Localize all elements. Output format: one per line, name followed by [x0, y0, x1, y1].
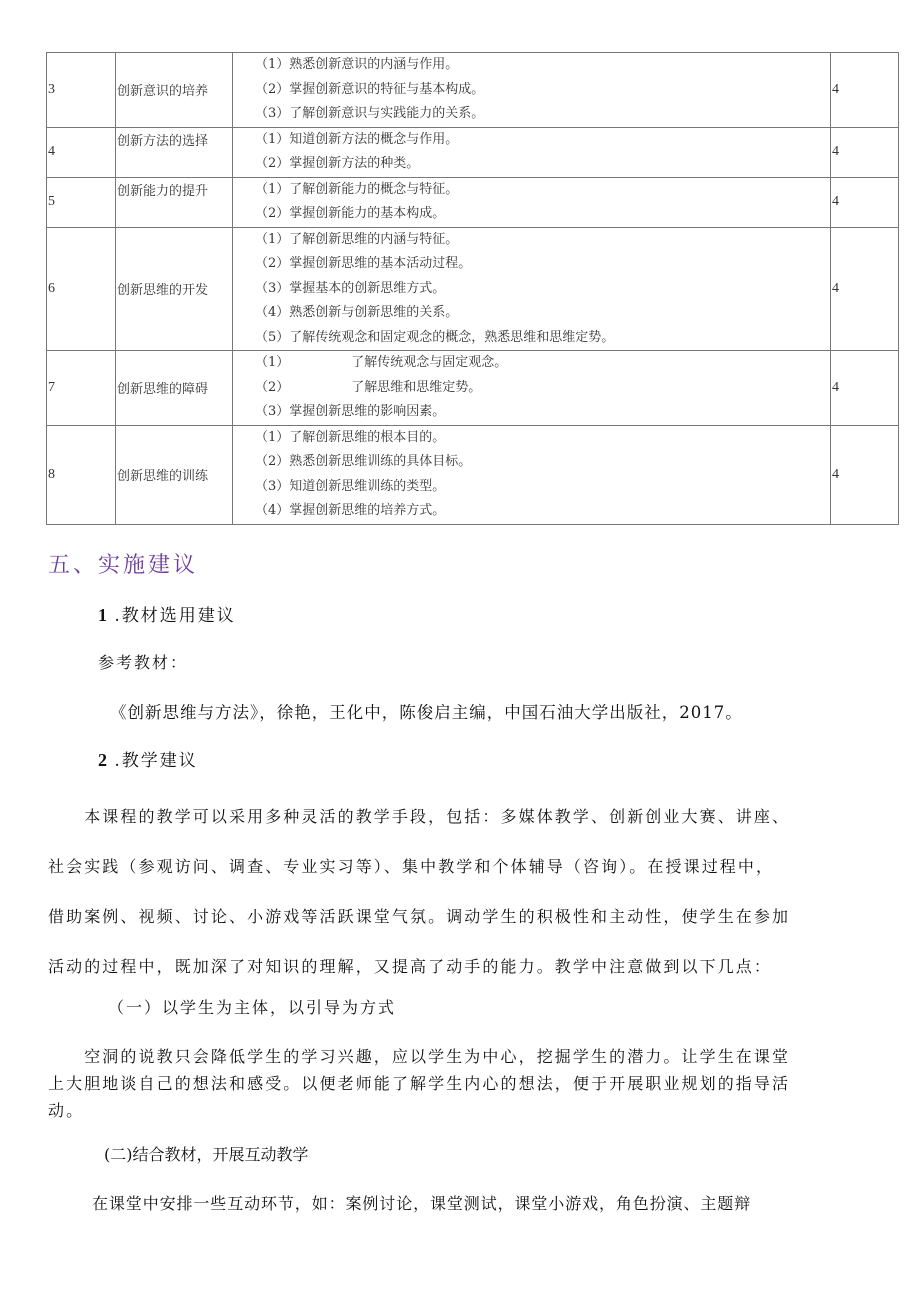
row-hours: 4 — [831, 127, 899, 177]
objective-item — [255, 178, 830, 203]
objective-item — [255, 326, 830, 351]
row-number: 5 — [47, 177, 116, 227]
table-row — [47, 351, 899, 426]
subheading-number: 2 — [98, 750, 107, 770]
objective-item — [255, 102, 830, 127]
row-topic: 创新方法的选择 — [116, 127, 233, 177]
paragraph-line: 上大胆地谈自己的想法和感受。以便老师能了解学生内心的想法，便于开展职业规划的指导活 — [48, 1074, 791, 1093]
objective-item — [255, 351, 830, 376]
point-2-title: (二)结合教材，开展互动教学 — [104, 1145, 309, 1164]
row-topic: 创新思维的开发 — [116, 227, 233, 351]
objective-index: （2） — [255, 81, 290, 97]
row-hours: 4 — [831, 351, 899, 426]
row-topic: 创新能力的提升 — [116, 177, 233, 227]
row-hours: 4 — [831, 425, 899, 524]
section-heading: 五、实施建议 — [48, 553, 199, 578]
row-objectives — [233, 227, 831, 351]
objective-index: （5） — [255, 329, 290, 345]
course-content-table — [46, 52, 899, 525]
objective-text: 掌握基本的创新思维方式。 — [289, 280, 446, 296]
objective-item — [255, 152, 830, 177]
objective-text: 掌握创新思维的基本活动过程。 — [289, 256, 472, 271]
objective-index: （3） — [255, 478, 290, 494]
table-row — [47, 127, 899, 177]
paragraph-line: 动。 — [48, 1101, 85, 1120]
objective-item — [255, 475, 830, 500]
row-topic: 创新思维的障碍 — [116, 351, 233, 426]
objective-text: 了解传统观念和固定观念的概念，熟悉思维和思维定势。 — [289, 329, 615, 345]
table-row — [47, 425, 899, 524]
row-hours: 4 — [831, 227, 899, 351]
row-objectives — [233, 127, 831, 177]
objective-index: （2） — [255, 206, 290, 221]
objective-text: 掌握创新思维的培养方式。 — [289, 503, 446, 518]
objective-text: 掌握创新能力的基本构成。 — [289, 206, 446, 221]
objective-text: 了解创新能力的概念与特征。 — [289, 181, 459, 197]
teaching-paragraph — [48, 792, 878, 992]
objective-item — [255, 53, 830, 78]
objective-item — [255, 426, 830, 451]
objective-item — [255, 228, 830, 253]
objective-text: 熟悉创新与创新思维的关系。 — [289, 305, 459, 320]
objective-text: 掌握创新意识的特征与基本构成。 — [289, 81, 485, 97]
objective-index: （3） — [255, 280, 290, 296]
objective-item — [255, 252, 830, 277]
objective-text: 了解传统观念与固定观念。 — [351, 355, 508, 370]
objective-item — [255, 277, 830, 302]
objective-index: （1） — [255, 131, 290, 147]
objective-index: （3） — [255, 404, 290, 419]
row-number: 4 — [47, 127, 116, 177]
objective-text: 掌握创新思维的影响因素。 — [289, 404, 446, 419]
paragraph-line: 社会实践（参观访问、调查、专业实习等）、集中教学和个体辅导（咨询）。在授课过程中， — [48, 857, 775, 876]
row-number: 3 — [47, 53, 116, 128]
paragraph-line: 借助案例、视频、讨论、小游戏等活跃课堂气氛。调动学生的积极性和主动性，使学生在参加 — [48, 907, 791, 926]
paragraph-line: 本课程的教学可以采用多种灵活的教学手段，包括：多媒体教学、创新创业大赛、讲座、 — [48, 807, 791, 826]
objective-index: （1） — [255, 429, 290, 445]
objective-text: 了解创新思维的内涵与特征。 — [289, 231, 459, 247]
row-number: 7 — [47, 351, 116, 426]
objective-text: 熟悉创新思维训练的具体目标。 — [289, 454, 472, 469]
objective-item — [255, 450, 830, 475]
reference-label: 参考教材： — [98, 653, 189, 672]
objective-index: （2） — [255, 156, 290, 171]
point-2-paragraph: 在课堂中安排一些互动环节，如：案例讨论，课堂测试，课堂小游戏，角色扮演、主题辩 — [92, 1194, 752, 1213]
objective-item — [255, 78, 830, 103]
row-objectives — [233, 351, 831, 426]
table-row — [47, 53, 899, 128]
objective-text: 了解思维和思维定势。 — [351, 379, 482, 395]
subheading-teaching — [98, 746, 198, 771]
objective-text: 了解创新思维的根本目的。 — [289, 429, 446, 445]
objective-item — [255, 301, 830, 326]
objective-index: （2） — [255, 454, 290, 469]
subheading-textbook — [98, 601, 236, 626]
objective-index: （1） — [255, 57, 290, 72]
objective-index: （1） — [255, 181, 290, 197]
reference-book: 《创新思维与方法》，徐艳，王化中，陈俊启主编，中国石油大学出版社，2017。 — [110, 703, 743, 722]
objective-item — [255, 400, 830, 425]
objective-item — [255, 202, 830, 227]
paragraph-line: 空洞的说教只会降低学生的学习兴趣，应以学生为中心，挖掘学生的潜力。让学生在课堂 — [48, 1047, 791, 1066]
row-objectives — [233, 425, 831, 524]
objective-item — [255, 376, 830, 401]
point-1-paragraph — [48, 1043, 878, 1124]
objective-index: （4） — [255, 305, 290, 320]
objective-index: （3） — [255, 106, 290, 121]
point-1-title: （一）以学生为主体，以引导为方式 — [108, 998, 397, 1017]
row-number: 6 — [47, 227, 116, 351]
row-topic: 创新意识的培养 — [116, 53, 233, 128]
objective-text: 熟悉创新意识的内涵与作用。 — [289, 57, 459, 72]
row-hours: 4 — [831, 53, 899, 128]
row-topic: 创新思维的训练 — [116, 425, 233, 524]
table-row — [47, 177, 899, 227]
subheading-label: .教学建议 — [107, 751, 198, 771]
objective-text: 掌握创新方法的种类。 — [289, 156, 420, 171]
row-objectives — [233, 177, 831, 227]
objective-index: （1） — [255, 231, 290, 247]
objective-text: 了解创新意识与实践能力的关系。 — [289, 106, 485, 121]
objective-index: （2） — [255, 379, 290, 395]
row-objectives — [233, 53, 831, 128]
objective-text: 知道创新思维训练的类型。 — [289, 478, 446, 494]
table-row — [47, 227, 899, 351]
subheading-number: 1 — [98, 605, 107, 625]
objective-item — [255, 499, 830, 524]
objective-text: 知道创新方法的概念与作用。 — [289, 131, 459, 147]
subheading-label: .教材选用建议 — [114, 606, 236, 626]
objective-item — [255, 128, 830, 153]
objective-index: （1） — [255, 355, 290, 370]
row-number: 8 — [47, 425, 116, 524]
objective-index: （4） — [255, 503, 290, 518]
row-hours: 4 — [831, 177, 899, 227]
paragraph-line: 活动的过程中，既加深了对知识的理解，又提高了动手的能力。教学中注意做到以下几点： — [48, 957, 773, 976]
objective-index: （2） — [255, 256, 290, 271]
